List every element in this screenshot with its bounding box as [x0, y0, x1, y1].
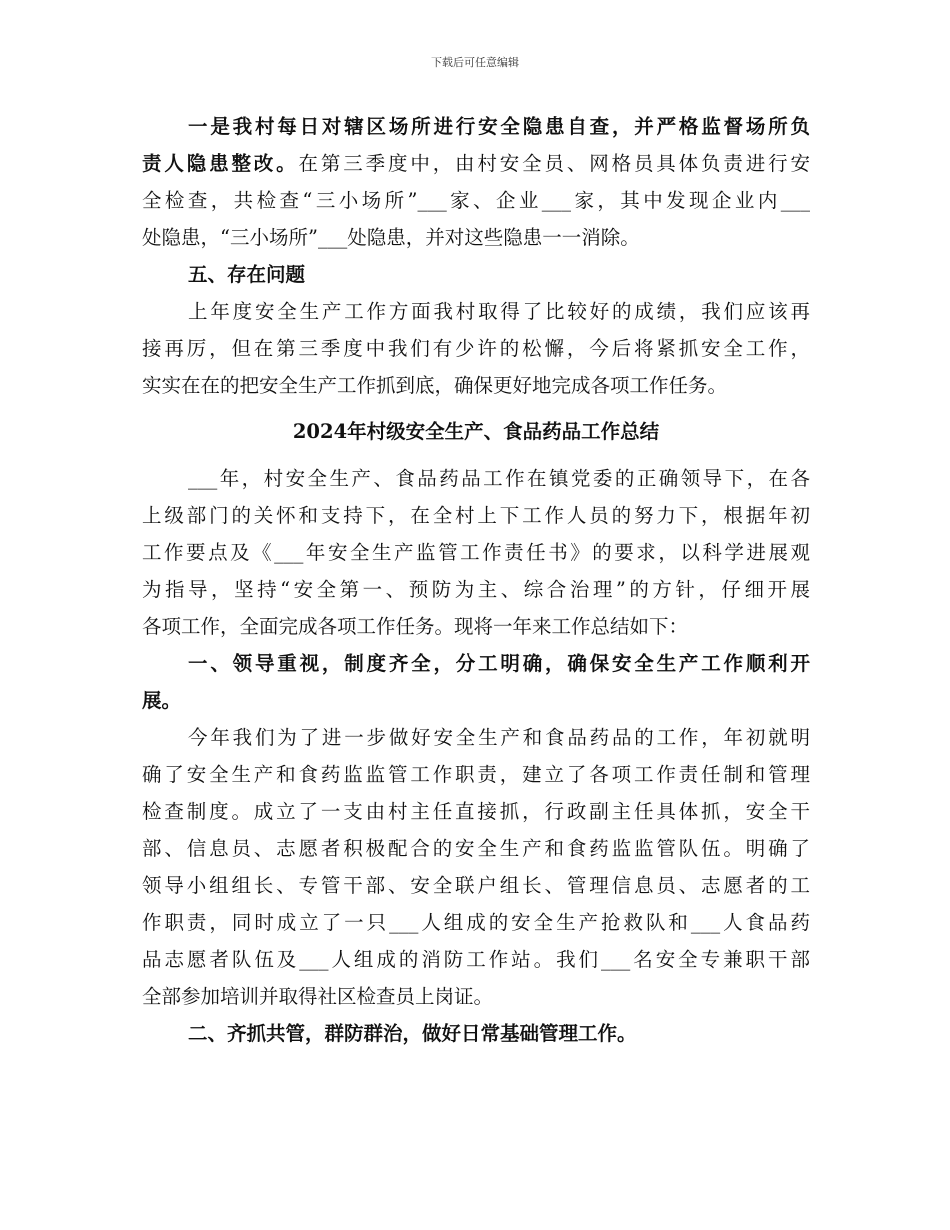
text-line: 展。: [142, 689, 182, 712]
paragraph-problems: [142, 293, 810, 404]
document-title: 2024年村级安全生产、食品药品工作总结: [292, 420, 660, 443]
paragraph-leadership: [142, 719, 810, 1015]
text-line: 接再厉，但在第三季度中我们有少许的松懈，今后将紧抓安全工作，: [142, 337, 810, 360]
text-line: 为指导，坚持“安全第一、预防为主、综合治理”的方针，仔细开展: [142, 578, 810, 601]
text-line: 检查制度。成立了一支由村主任直接抓，行政副主任具体抓，安全干: [142, 800, 810, 823]
text-line: 一、领导重视，制度齐全，分工明确，确保安全生产工作顺利开: [188, 652, 810, 675]
text-line: 工作要点及《___年安全生产监管工作责任书》的要求，以科学进展观: [142, 541, 810, 564]
paragraph-intro: [142, 460, 810, 645]
text-line: 作职责，同时成立了一只___人组成的安全生产抢救队和___人食品药: [142, 911, 810, 934]
text-line: 处隐患，“三小场所”___处隐患，并对这些隐患一一消除。: [142, 226, 640, 249]
document-body: [142, 108, 810, 1052]
text-line: 领导小组组长、专管干部、安全联户组长、管理信息员、志愿者的工: [142, 874, 810, 897]
text-line: 今年我们为了进一步做好安全生产和食品药品的工作，年初就明: [188, 726, 810, 749]
text-line: 全部参加培训并取得社区检查员上岗证。: [142, 985, 494, 1008]
paragraph-self-inspection: [142, 108, 810, 256]
bold-lead-text: 责人隐患整改。: [142, 152, 299, 175]
section-heading-problems: 五、存在问题: [188, 263, 306, 286]
section-heading-management: 二、齐抓共管，群防群治，做好日常基础管理工作。: [188, 1022, 637, 1045]
text-line: 上年度安全生产工作方面我村取得了比较好的成绩，我们应该再: [188, 300, 810, 323]
text-line: ___年，村安全生产、食品药品工作在镇党委的正确领导下，在各: [188, 467, 810, 490]
bold-lead-text: 一是我村每日对辖区场所进行安全隐患自查，并严格监督场所负: [188, 115, 810, 138]
text-line: 全检查，共检查“三小场所”___家、企业___家，其中发现企业内___: [142, 189, 810, 212]
text-line: 部、信息员、志愿者积极配合的安全生产和食药监监管队伍。明确了: [142, 837, 810, 860]
section-heading-leadership: [142, 645, 810, 719]
text-line: 实实在在的把安全生产工作抓到底，确保更好地完成各项工作任务。: [142, 374, 728, 397]
text-line: 品志愿者队伍及___人组成的消防工作站。我们___名安全专兼职干部: [142, 948, 810, 971]
text-line: 上级部门的关怀和支持下，在全村上下工作人员的努力下，根据年初: [142, 504, 810, 527]
text-line: [142, 145, 810, 182]
text-line: [142, 108, 810, 145]
page-header-note: 下载后可任意编辑: [431, 56, 519, 69]
text-line: 各项工作，全面完成各项工作任务。现将一年来工作总结如下：: [142, 615, 689, 638]
text-line: 确了安全生产和食药监监管工作职责，建立了各项工作责任制和管理: [142, 763, 810, 786]
line-text: 在第三季度中，由村安全员、网格员具体负责进行安: [298, 152, 810, 175]
